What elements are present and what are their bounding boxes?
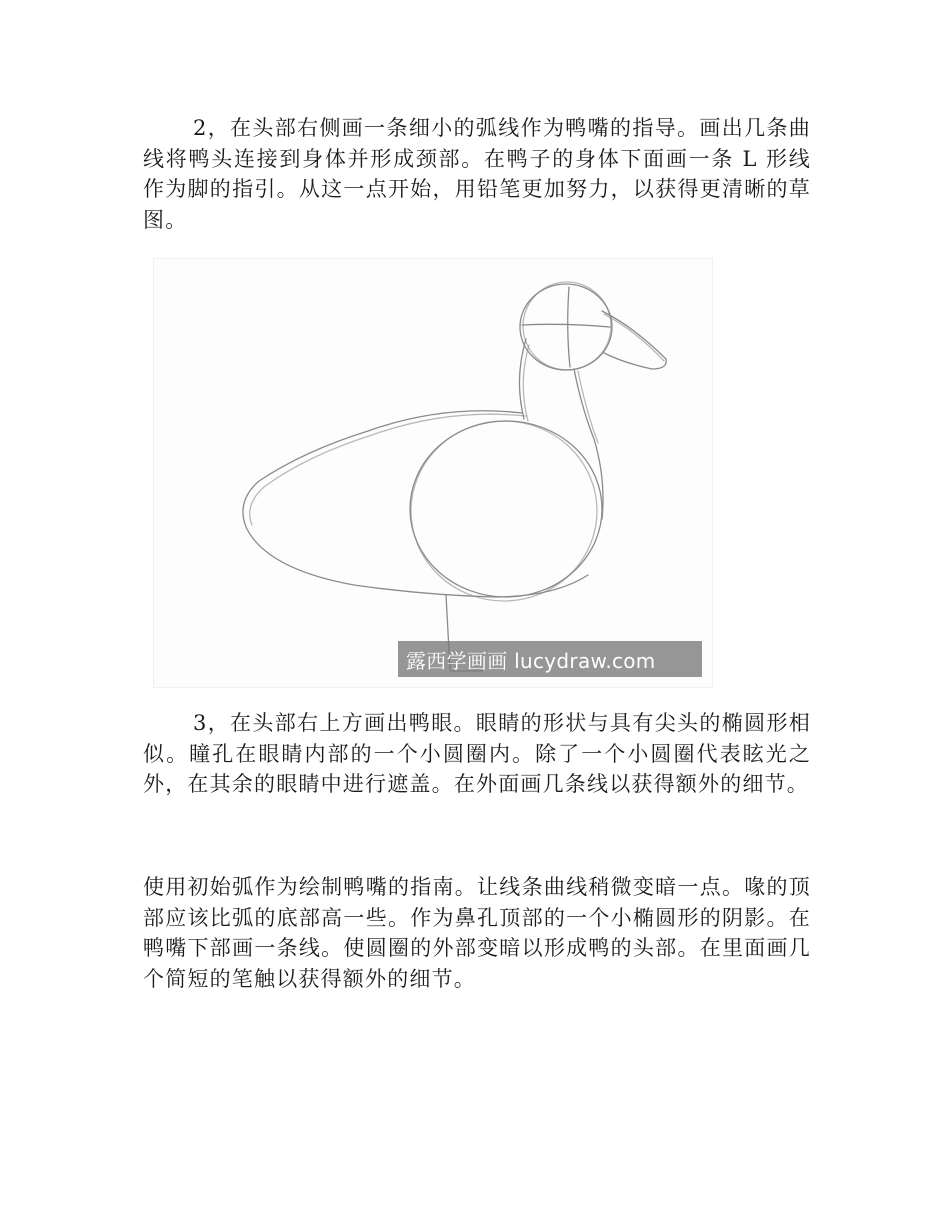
watermark-text: 露西学画画 lucydraw.com <box>406 648 656 673</box>
paragraph-step-3: 3，在头部右上方画出鸭眼。眼睛的形状与具有尖头的椭圆形相似。瞳孔在眼睛内部的一个小圆圈内。除了一个小圆圈代表眩光之外，在其余的眼睛中进行遮盖。在外面画几条线以获得额外的细节。 <box>143 711 811 796</box>
head-guide-horizontal <box>522 324 610 327</box>
duck-neck-front <box>574 369 603 519</box>
head-guide-vertical <box>568 287 570 367</box>
paragraph-step-2: 2，在头部右侧画一条细小的弧线作为鸭嘴的指导。画出几条曲线将鸭头连接到身体并形成颈部。在鸭子的身体下面画一条 L 形线作为脚的指引。从这一点开始，用铅笔更加努力，以获得更清晰的草图。 <box>143 116 811 232</box>
paragraph-beak-guide: 使用初始弧作为绘制鸭嘴的指南。让线条曲线稍微变暗一点。喙的顶部应该比弧的底部高一些。作为鼻孔顶部的一个小椭圆形的阴影。在鸭嘴下部画一条线。使圆圈的外部变暗以形成鸭的头部。在里面画几个简短的笔触以获得额外的细节。 <box>143 875 811 991</box>
duck-body-oval <box>243 411 588 597</box>
duck-sketch-figure <box>153 258 713 688</box>
watermark-banner <box>398 641 702 677</box>
duck-sketch-drawing <box>154 259 713 688</box>
